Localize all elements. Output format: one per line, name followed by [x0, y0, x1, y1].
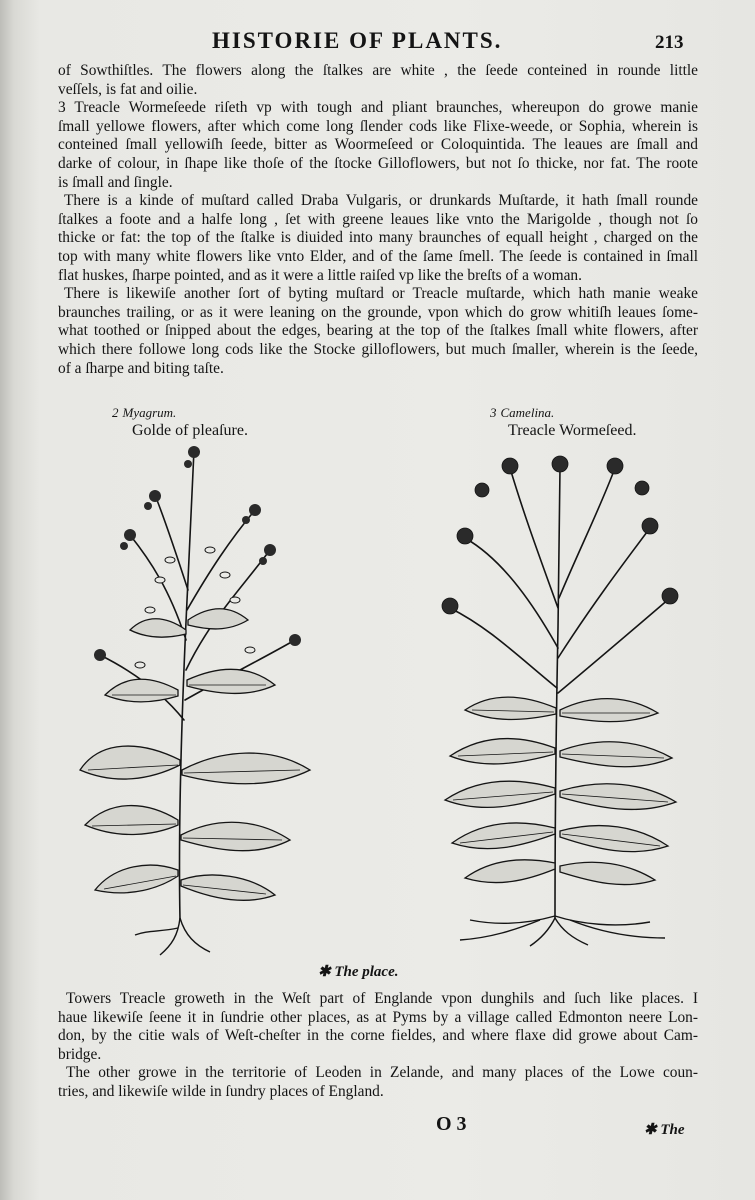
- text-line: braunches trailing, or as it were leaning on the grounde, vpon which do grow whitiſh leaues ſome-: [58, 303, 698, 321]
- page-number: 213: [655, 32, 684, 53]
- text-line: haue likewiſe ſeene it in ſundrie other places, as at Pyms by a village called Edmonton neere Lon-: [58, 1008, 698, 1026]
- figure-number: 2: [112, 405, 119, 420]
- catchword: [644, 1120, 685, 1139]
- text-line: what toothed or ſnipped about the edges, bearing at the top of the ſtalkes ſmall white flowers, after: [58, 322, 698, 340]
- figure-number: 3: [490, 405, 497, 420]
- text-line: which there followe long cods like the Stocke gilloflowers, but much ſmaller, wherein is the ſeede,: [58, 340, 698, 358]
- running-title: HISTORIE OF PLANTS.: [212, 28, 503, 53]
- text-line: ſmall yellowe flowers, after which come long ſlender cods like Flixe-weede, or Sophia, wherein is: [58, 117, 698, 135]
- text-line: Towers Treacle groweth in the Weſt part of Englande vpon dunghils and ſuch like places. I: [66, 990, 698, 1007]
- text-line: top with many white flowers like vnto Elder, and of the ſame ſmell. The ſeede is contained in ſmall: [58, 247, 698, 265]
- text-line: thicke or fat: the top of the ſtalke is diuided into many braunches of equall height , charged on the: [58, 229, 698, 247]
- figure-latin-name: Camelina.: [500, 405, 555, 420]
- figure-caption-right: [490, 404, 636, 440]
- text-line: veſſels, is fat and oilie.: [58, 80, 198, 98]
- text-line: There is a kinde of muſtard called Draba Vulgaris, or drunkards Muſtarde, it hath ſmall rounde: [64, 192, 698, 210]
- section-heading-the-place: [318, 962, 398, 981]
- asterisk-mark: ✱: [318, 964, 335, 980]
- text-line: of a ſharpe and biting taſte.: [58, 359, 224, 377]
- bottom-text-block: [58, 990, 698, 1102]
- text-line: bridge.: [58, 1045, 102, 1063]
- treacle-wormeseed-woodcut: [410, 448, 710, 948]
- text-line: of Sowthiſtles. The flowers along the ſtalkes are white , the ſeede conteined in rounde little: [58, 62, 698, 79]
- figure-caption-left: [112, 404, 248, 440]
- figure-latin-name: Myagrum.: [122, 405, 177, 420]
- text-line: tries, and likewiſe wilde in ſundry places of England.: [58, 1082, 384, 1100]
- golde-of-pleasure-woodcut: [60, 440, 340, 960]
- catchword-text: The: [660, 1122, 685, 1138]
- text-line: 3 Treacle Wormeſeede riſeth vp with tough and pliant braunches, whereupon do growe manie: [58, 99, 698, 117]
- text-line: The other growe in the territorie of Leoden in Zelande, and many places of the Lowe coun-: [66, 1064, 698, 1082]
- figure-common-name: Treacle Wormeſeed.: [508, 422, 637, 439]
- signature-mark: O 3: [436, 1113, 467, 1135]
- place-heading-text: The place.: [334, 964, 399, 980]
- asterisk-mark: ✱: [644, 1122, 661, 1138]
- text-line: flat huskes, ſharpe pointed, and as it were a little raiſed vp like the breſts of a woman.: [58, 266, 582, 284]
- text-line: is ſmall and ſingle.: [58, 173, 173, 191]
- text-line: There is likewiſe another ſort of byting muſtard or Treacle muſtarde, which hath manie weake: [64, 285, 698, 303]
- text-line: conteined ſmall yellowiſh ſeede, bitter as Woormeſeed or Coloquintida. The leaues are ſmall and: [58, 136, 698, 154]
- figure-common-name: Golde of pleaſure.: [132, 422, 248, 439]
- text-line: darke of colour, in ſhape like thoſe of the ſtocke Gilloflowers, but not ſo thicke, nor fat. The roote: [58, 154, 698, 172]
- text-line: ſtalkes a foote and a halfe long , ſet with greene leaues like vnto the Marigolde , though not ſo: [58, 210, 698, 228]
- top-text-block: [58, 62, 698, 378]
- text-line: don, by the citie wals of Weſt-cheſter in the corne fieldes, and where flaxe did growe about Cam-: [58, 1027, 698, 1045]
